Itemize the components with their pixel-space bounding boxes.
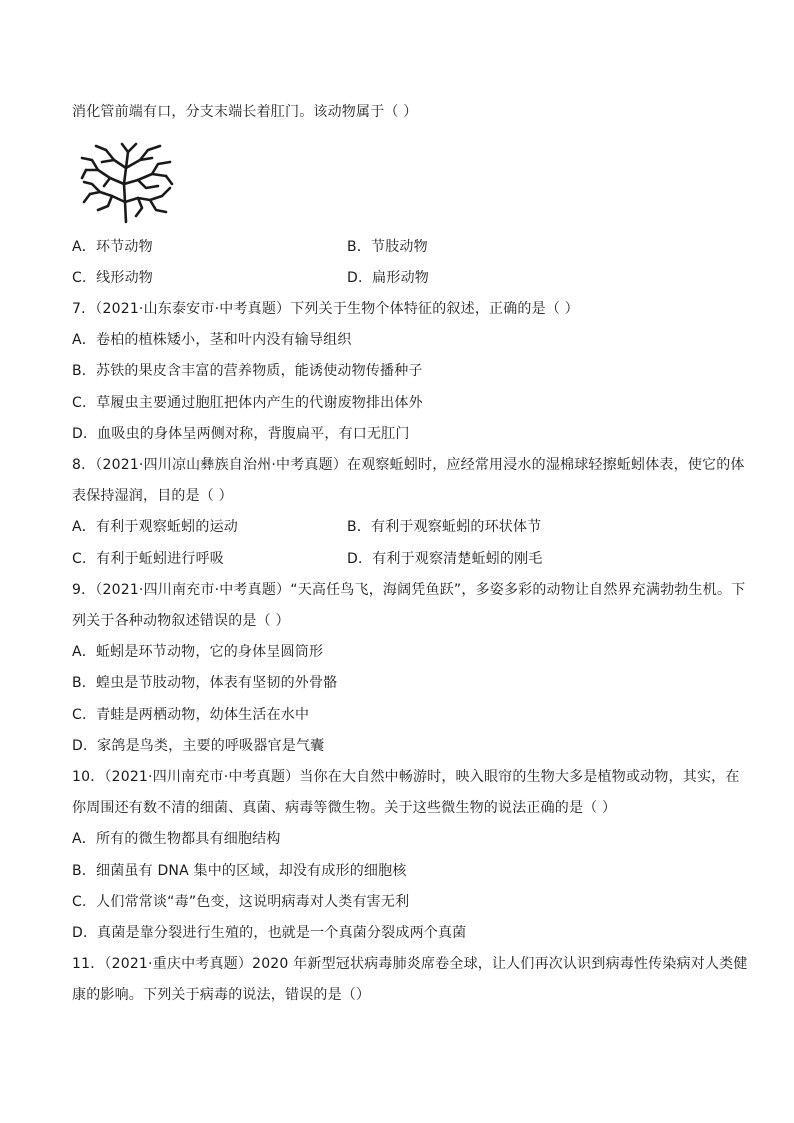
q6-option-a: A．环节动物 <box>72 239 153 255</box>
q8-option-d: D．有利于观察清楚蚯蚓的刚毛 <box>347 551 543 567</box>
q10-option-b: B．细菌虽有 DNA 集中的区域，却没有成形的细胞核 <box>72 863 407 879</box>
q10-stem-line2: 你周围还有数不清的细菌、真菌、病毒等微生物。关于这些微生物的说法正确的是（ ） <box>72 800 617 816</box>
q10-option-a: A．所有的微生物都具有细胞结构 <box>72 831 281 847</box>
q6-stem-tail: 消化管前端有口，分支末端长着肛门。该动物属于（ ） <box>72 104 418 120</box>
q7-option-c: C．草履虫主要通过胞肛把体内产生的代谢废物排出体外 <box>72 395 423 411</box>
q9-stem-line1: 9．（2021·四川南充市·中考真题）“天高任鸟飞，海阔凭鱼跃”，多姿多彩的动物让自然界充满勃勃生机。下 <box>72 582 746 598</box>
q8-option-a: A．有利于观察蚯蚓的运动 <box>72 519 238 535</box>
q9-option-b: B．蝗虫是节肢动物，体表有坚韧的外骨骼 <box>72 675 338 691</box>
q8-option-c: C．有利于蚯蚓进行呼吸 <box>72 551 224 567</box>
q11-stem-line2: 康的影响。下列关于病毒的说法，错误的是（） <box>72 987 371 1003</box>
q7-option-b: B．苏铁的果皮含丰富的营养物质，能诱使动物传播种子 <box>72 363 423 379</box>
q9-stem-line2: 列关于各种动物叙述错误的是（ ） <box>72 613 290 629</box>
q6-option-c: C．线形动物 <box>72 270 153 286</box>
q6-option-d: D．扁形动物 <box>347 270 429 286</box>
q8-stem-line2: 表保持湿润，目的是（ ） <box>72 488 233 504</box>
q8-stem-line1: 8．（2021·四川凉山彝族自治州·中考真题）在观察蚯蚓时，应经常用浸水的湿棉球轻擦蚯蚓体表，使它的体 <box>72 457 745 473</box>
branched-animal-illustration <box>78 140 174 224</box>
q10-option-c: C．人们常常谈“毒”色变，这说明病毒对人类有害无利 <box>72 894 410 910</box>
q9-option-c: C．青蛙是两栖动物，幼体生活在水中 <box>72 707 310 723</box>
q11-stem-line1: 11．（2021·重庆中考真题）2020 年新型冠状病毒肺炎席卷全球，让人们再次认识到病毒性传染病对人类健 <box>72 956 748 972</box>
q8-option-b: B．有利于观察蚯蚓的环状体节 <box>347 519 542 535</box>
q10-option-d: D．真菌是靠分裂进行生殖的，也就是一个真菌分裂成两个真菌 <box>72 925 467 941</box>
q7-option-d: D．血吸虫的身体呈两侧对称，背腹扁平，有口无肛门 <box>72 426 410 442</box>
q9-option-d: D．家鸽是鸟类，主要的呼吸器官是气囊 <box>72 738 325 754</box>
q9-option-a: A．蚯蚓是环节动物，它的身体呈圆筒形 <box>72 644 324 660</box>
q10-stem-line1: 10．（2021·四川南充市·中考真题）当你在大自然中畅游时，映入眼帘的生物大多是植物或动物，其实，在 <box>72 769 740 785</box>
q7-stem: 7．（2021·山东泰安市·中考真题）下列关于生物个体特征的叙述，正确的是（ ） <box>72 301 579 317</box>
q7-option-a: A．卷柏的植株矮小，茎和叶内没有输导组织 <box>72 332 352 348</box>
q6-option-b: B．节肢动物 <box>347 239 428 255</box>
